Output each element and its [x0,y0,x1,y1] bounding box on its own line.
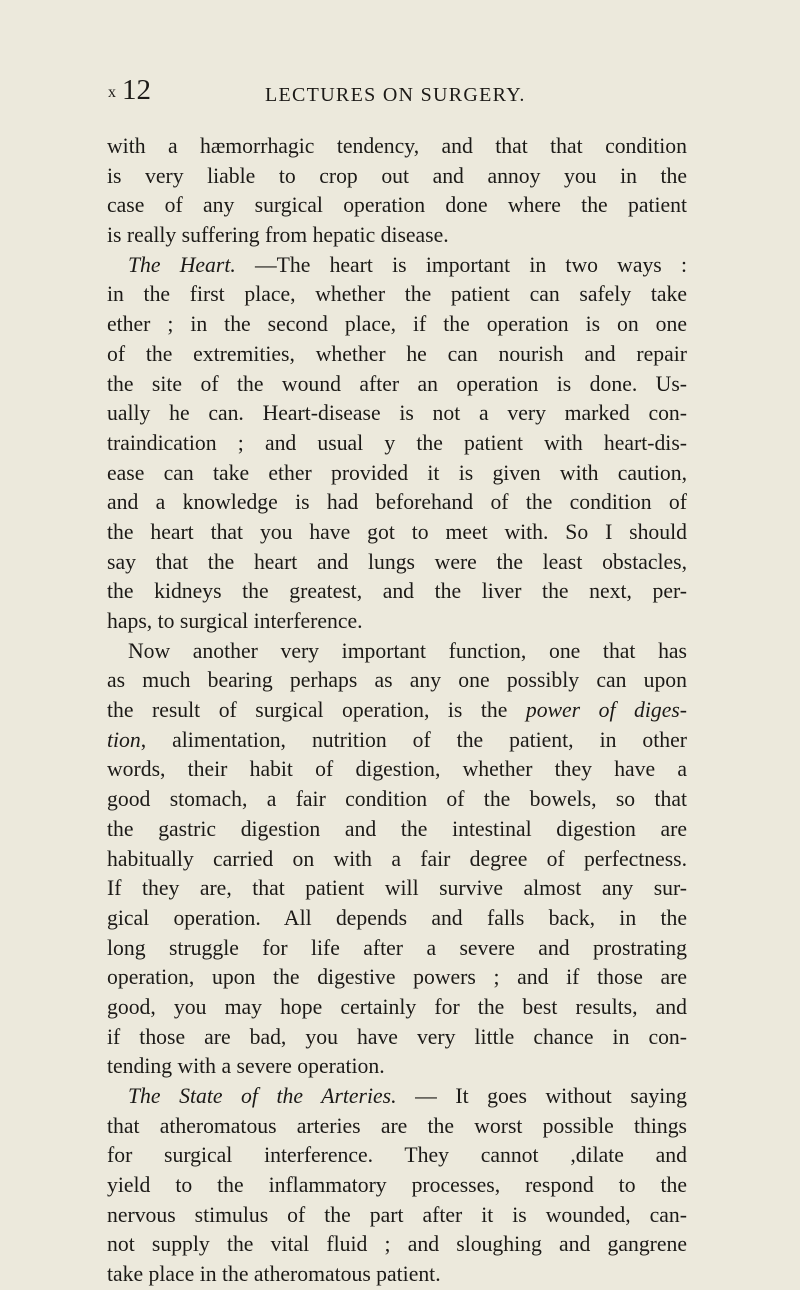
body-text [107,132,687,1290]
text-line: that atheromatous arteries are the worst possible things [107,1113,687,1138]
text-line: tending with a severe operation. [107,1054,385,1079]
text-line: If they are, that patient will survive almost any sur- [107,876,687,901]
page-number: 12 [122,74,151,106]
text-line: long struggle for life after a severe and prostrating [107,935,687,960]
text-line: the site of the wound after an operation is done. Us- [107,371,687,396]
running-header [108,74,708,110]
text-line: gical operation. All depends and falls back, in the [107,905,687,930]
arteries-section-line [107,1082,687,1112]
text-line: with a hæmorrhagic tendency, and that that condition [107,134,687,158]
text-line: the heart that you have got to meet with. So I should [107,519,687,544]
text-line: operation, upon the digestive powers ; and if those are [107,965,687,990]
text-line: haps, to surgical interference. [107,609,363,633]
text-line: if those are bad, you have very little chance in con- [107,1024,687,1049]
text-line: the gastric digestion and the intestinal digestion are [107,816,687,841]
text-line: Now another very important function, one that has [128,638,687,663]
text-line: good, you may hope certainly for the best results, and [107,994,687,1019]
text-line: not supply the vital fluid ; and sloughing and gangrene [107,1232,687,1257]
text-line: and a knowledge is had beforehand of the condition of [107,490,687,515]
text-line: good stomach, a fair condition of the bowels, so that [107,787,687,812]
power-of-digestion-line [107,696,687,726]
tion-rest: , alimentation, nutrition of the patient, in other [140,727,687,752]
arteries-heading-rest: — It goes without saying [396,1084,687,1108]
text-line: take place in the atheromatous patient. [107,1262,441,1287]
text-line: as much bearing perhaps as any one possibly can upon [107,668,687,693]
heart-section-line [107,251,687,281]
text-line: in the first place, whether the patient can safely take [107,282,687,307]
text-line: is really suffering from hepatic disease. [107,223,449,248]
text-line: nervous stimulus of the part after it is wounded, can- [107,1202,687,1227]
arteries-heading: The State of the Arteries. [128,1084,397,1108]
heart-heading-rest: —The heart is important in two ways : [235,252,687,277]
text-line: ease can take ether provided it is given with caution, [107,460,687,485]
text-line: ually he can. Heart-disease is not a very marked con- [107,401,687,426]
text-line: habitually carried on with a fair degree of perfectness. [107,846,687,871]
heart-heading: The Heart. [128,252,236,277]
text-line: traindication ; and usual y the patient with heart-dis- [107,430,687,455]
tion-term: tion [107,727,141,752]
text-line: of the extremities, whether he can nourish and repair [107,341,687,366]
power-line-pre: the result of surgical operation, is the [107,698,526,723]
margin-mark: x [108,84,116,101]
running-title: LECTURES ON SURGERY. [265,84,526,106]
text-line: case of any surgical operation done where the patient [107,193,687,218]
power-of-digestion-term: power of diges- [525,698,687,723]
text-line: words, their habit of digestion, whether they have a [107,757,687,782]
text-line: is very liable to crop out and annoy you in the [107,163,687,188]
text-line: ether ; in the second place, if the operation is on one [107,312,687,337]
text-line: say that the heart and lungs were the least obstacles, [107,549,687,574]
text-line: the kidneys the greatest, and the liver the next, per- [107,579,687,604]
tion-line [107,726,687,756]
text-line: for surgical interference. They cannot ,dilate and [107,1143,687,1168]
text-line: yield to the inflammatory processes, respond to the [107,1173,687,1198]
